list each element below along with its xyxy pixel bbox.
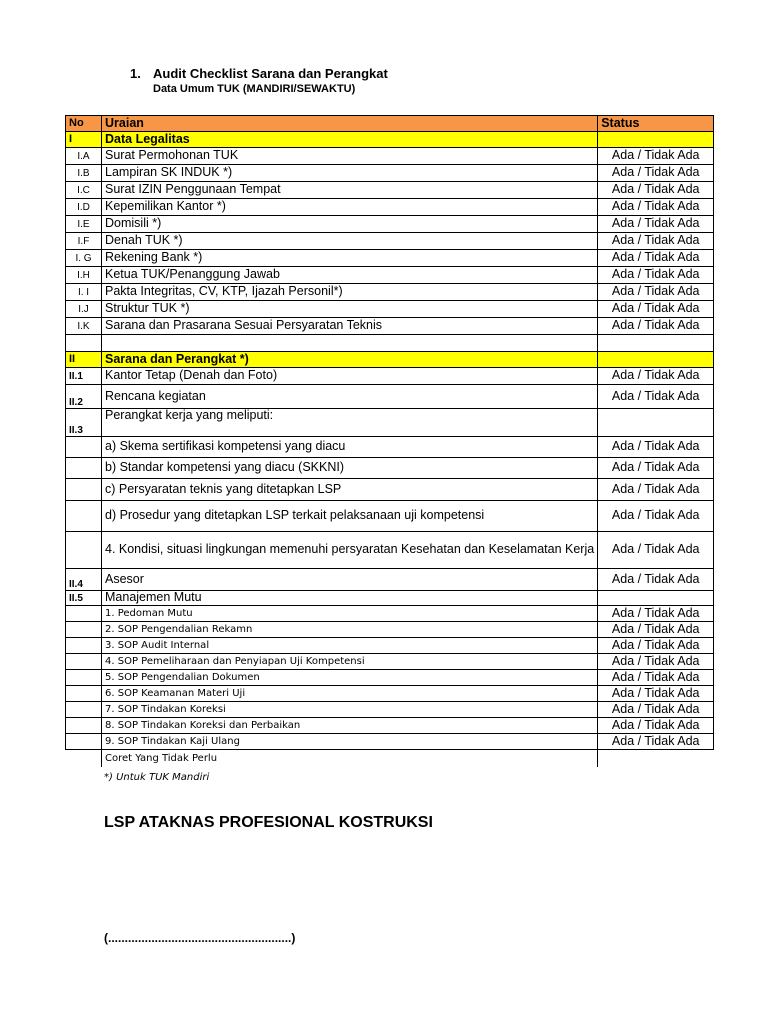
table-row: I.K Sarana dan Prasarana Sesuai Persyaratan Teknis Ada / Tidak Ada <box>66 318 714 335</box>
section-row-legalitas <box>66 132 714 148</box>
status-cell[interactable]: Ada / Tidak Ada <box>598 622 714 638</box>
sop-row: 7. SOP Tindakan Koreksi Ada / Tidak Ada <box>66 702 714 718</box>
status-cell[interactable]: Ada / Tidak Ada <box>598 233 714 250</box>
table-row: 4. Kondisi, situasi lingkungan memenuhi persyaratan Kesehatan dan Keselamatan Kerja Ada / Tidak Ada <box>66 532 714 569</box>
sop-row: 6. SOP Keamanan Materi Uji Ada / Tidak Ada <box>66 686 714 702</box>
table-row: c) Persyaratan teknis yang ditetapkan LSP Ada / Tidak Ada <box>66 479 714 501</box>
status-cell[interactable]: Ada / Tidak Ada <box>598 606 714 622</box>
status-cell[interactable]: Ada / Tidak Ada <box>598 165 714 182</box>
sop-row: 3. SOP Audit Internal Ada / Tidak Ada <box>66 638 714 654</box>
status-cell[interactable]: Ada / Tidak Ada <box>598 284 714 301</box>
table-row: I.F Denah TUK *) Ada / Tidak Ada <box>66 233 714 250</box>
table-row: d) Prosedur yang ditetapkan LSP terkait pelaksanaan uji kompetensi Ada / Tidak Ada <box>66 501 714 532</box>
status-cell[interactable]: Ada / Tidak Ada <box>598 437 714 458</box>
strike-note: Coret Yang Tidak Perlu <box>102 750 598 767</box>
footnote: *) Untuk TUK Mandiri <box>104 772 210 783</box>
organization-name: LSP ATAKNAS PROFESIONAL KOSTRUKSI <box>104 814 433 831</box>
checklist-table <box>65 115 714 767</box>
header-uraian: Uraian <box>102 116 598 132</box>
status-cell[interactable]: Ada / Tidak Ada <box>598 654 714 670</box>
document-title <box>130 66 388 81</box>
section-row-sarana <box>66 352 714 368</box>
document-subtitle: Data Umum TUK (MANDIRI/SEWAKTU) <box>153 83 356 95</box>
status-cell[interactable]: Ada / Tidak Ada <box>598 670 714 686</box>
signature-line: (.......................................................) <box>104 931 296 945</box>
status-cell[interactable]: Ada / Tidak Ada <box>598 734 714 750</box>
status-cell[interactable]: Ada / Tidak Ada <box>598 532 714 569</box>
table-row: I.J Struktur TUK *) Ada / Tidak Ada <box>66 301 714 318</box>
status-cell[interactable]: Ada / Tidak Ada <box>598 638 714 654</box>
table-header-row <box>66 116 714 132</box>
sop-row: 8. SOP Tindakan Koreksi dan Perbaikan Ada / Tidak Ada <box>66 718 714 734</box>
status-cell[interactable]: Ada / Tidak Ada <box>598 250 714 267</box>
title-text: Audit Checklist Sarana dan Perangkat <box>153 66 388 81</box>
section-no: II <box>66 352 102 368</box>
status-cell[interactable]: Ada / Tidak Ada <box>598 702 714 718</box>
sop-row: 4. SOP Pemeliharaan dan Penyiapan Uji Kompetensi Ada / Tidak Ada <box>66 654 714 670</box>
status-cell[interactable]: Ada / Tidak Ada <box>598 216 714 233</box>
status-cell[interactable]: Ada / Tidak Ada <box>598 301 714 318</box>
table-row: II.1 Kantor Tetap (Denah dan Foto) Ada / Tidak Ada <box>66 368 714 385</box>
status-cell[interactable]: Ada / Tidak Ada <box>598 385 714 409</box>
table-row: I.B Lampiran SK INDUK *) Ada / Tidak Ada <box>66 165 714 182</box>
status-cell[interactable]: Ada / Tidak Ada <box>598 458 714 479</box>
table-row: I. I Pakta Integritas, CV, KTP, Ijazah Personil*) Ada / Tidak Ada <box>66 284 714 301</box>
status-cell[interactable]: Ada / Tidak Ada <box>598 569 714 591</box>
section-no: I <box>66 132 102 148</box>
status-cell[interactable]: Ada / Tidak Ada <box>598 718 714 734</box>
sop-row: 1. Pedoman Mutu Ada / Tidak Ada <box>66 606 714 622</box>
status-cell[interactable]: Ada / Tidak Ada <box>598 199 714 216</box>
header-no: No <box>66 116 102 132</box>
table-row: I. G Rekening Bank *) Ada / Tidak Ada <box>66 250 714 267</box>
table-row: I.C Surat IZIN Penggunaan Tempat Ada / Tidak Ada <box>66 182 714 199</box>
status-cell[interactable]: Ada / Tidak Ada <box>598 686 714 702</box>
table-row: b) Standar kompetensi yang diacu (SKKNI) Ada / Tidak Ada <box>66 458 714 479</box>
sop-row: 2. SOP Pengendalian Rekamn Ada / Tidak Ada <box>66 622 714 638</box>
strike-note-row <box>66 750 714 767</box>
section-label: Sarana dan Perangkat *) <box>102 352 598 368</box>
title-number: 1. <box>130 66 141 81</box>
table-row: II.2 Rencana kegiatan Ada / Tidak Ada <box>66 385 714 409</box>
sop-row: 5. SOP Pengendalian Dokumen Ada / Tidak Ada <box>66 670 714 686</box>
table-row: II.5 Manajemen Mutu <box>66 591 714 606</box>
status-cell[interactable]: Ada / Tidak Ada <box>598 148 714 165</box>
table-row: II.4 Asesor Ada / Tidak Ada <box>66 569 714 591</box>
table-row: I.H Ketua TUK/Penanggung Jawab Ada / Tidak Ada <box>66 267 714 284</box>
status-cell[interactable]: Ada / Tidak Ada <box>598 267 714 284</box>
table-row: a) Skema sertifikasi kompetensi yang diacu Ada / Tidak Ada <box>66 437 714 458</box>
status-cell[interactable]: Ada / Tidak Ada <box>598 501 714 532</box>
section-label: Data Legalitas <box>102 132 598 148</box>
status-cell[interactable]: Ada / Tidak Ada <box>598 182 714 199</box>
table-row: II.3 Perangkat kerja yang meliputi: <box>66 409 714 437</box>
status-cell[interactable]: Ada / Tidak Ada <box>598 318 714 335</box>
empty-row <box>66 335 714 352</box>
table-row: I.D Kepemilikan Kantor *) Ada / Tidak Ada <box>66 199 714 216</box>
sop-row: 9. SOP Tindakan Kaji Ulang Ada / Tidak Ada <box>66 734 714 750</box>
status-cell[interactable]: Ada / Tidak Ada <box>598 479 714 501</box>
table-row: I.A Surat Permohonan TUK Ada / Tidak Ada <box>66 148 714 165</box>
status-cell[interactable]: Ada / Tidak Ada <box>598 368 714 385</box>
header-status: Status <box>598 116 714 132</box>
table-row: I.E Domisili *) Ada / Tidak Ada <box>66 216 714 233</box>
